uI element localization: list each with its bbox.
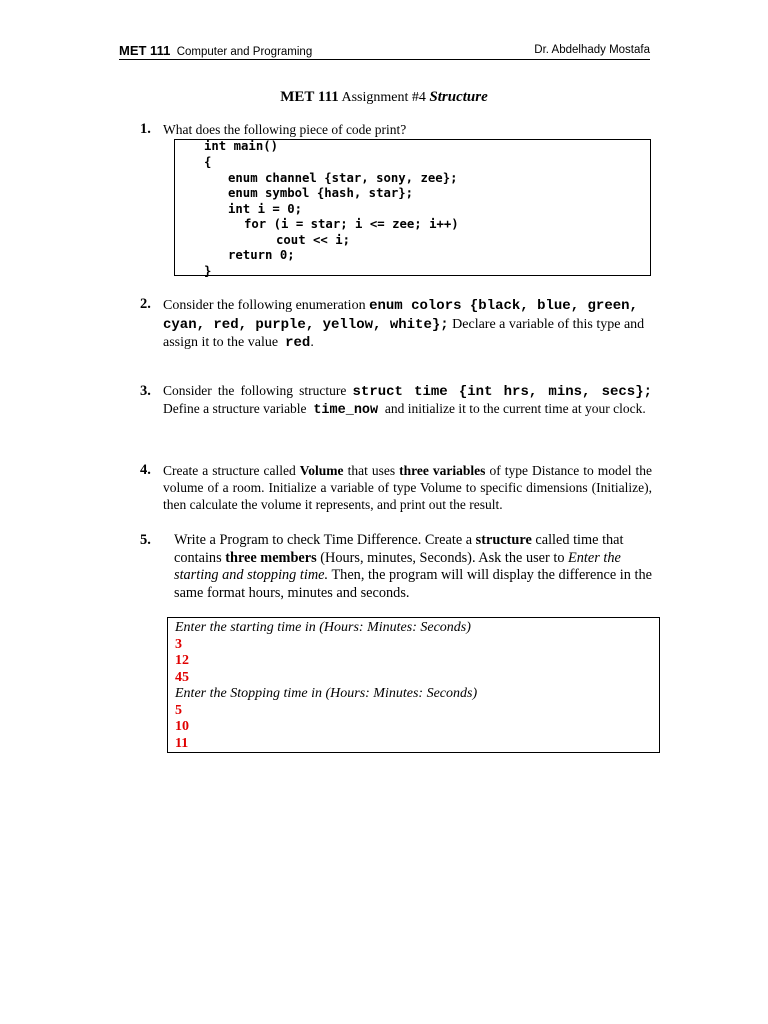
q3-var-code: time_now (313, 402, 379, 418)
stop-seconds-value: 11 (175, 735, 189, 751)
q3-number: 3. (140, 383, 151, 399)
header-instructor: Dr. Abdelhady Mostafa (534, 44, 650, 56)
code-line: for (i = star; i <= zee; i++) (244, 217, 459, 231)
code-line: int i = 0; (228, 202, 303, 216)
q3-struct-code: struct time {int hrs, mins, secs}; (352, 384, 652, 400)
q4-number: 4. (140, 462, 151, 478)
code-line: enum channel {star, sony, zee}; (228, 171, 458, 185)
title-text: Assignment #4 (341, 90, 426, 105)
q5-number: 5. (140, 532, 151, 548)
start-hours-value: 3 (175, 636, 182, 652)
stop-time-prompt: Enter the Stopping time in (Hours: Minutes: Seconds) (175, 686, 478, 701)
sample-output-box (167, 617, 660, 753)
q1-text: What does the following piece of code print? (163, 122, 407, 137)
q2-text: Consider the following enumeration enum colors {black, blue, green, cyan, red, purple, yellow, white}; Declare a variable of this type and assign it to the value red. (163, 298, 645, 351)
code-line: { (204, 155, 212, 169)
q2-enum-code: enum colors {black, blue, green, cyan, red, purple, yellow, white}; (163, 298, 638, 333)
code-line: int main() (204, 139, 279, 153)
start-minutes-value: 12 (175, 653, 189, 668)
stop-hours-value: 5 (175, 702, 182, 718)
q5-text: Write a Program to check Time Difference. Create a structure called time that contains three members (Hours, minutes, Seconds). Ask the user to Enter the starting and stopping time. Then, the program will will display the difference in the same format hours, minutes and seconds. (174, 532, 652, 601)
stop-minutes-value: 10 (175, 719, 189, 734)
start-seconds-value: 45 (175, 669, 189, 685)
header-course-name: Computer and Programing (176, 46, 313, 58)
code-line: cout << i; (276, 233, 351, 247)
assignment-title (0, 89, 768, 106)
page-header (119, 42, 650, 60)
start-time-prompt: Enter the starting time in (Hours: Minutes: Seconds) (175, 620, 471, 635)
q1-code-box (174, 139, 651, 276)
title-code: MET 111 (280, 89, 339, 105)
code-line: return 0; (228, 248, 295, 262)
header-course-code: MET 111 (119, 43, 171, 58)
q3-text: Consider the following structure struct time {int hrs, mins, secs}; Define a structure variable time_now and initialize it to the current time at your clock. (163, 383, 652, 418)
code-line: } (204, 264, 212, 278)
code-line: enum symbol {hash, star}; (228, 186, 414, 200)
q2-value-code: red (285, 335, 311, 351)
q1-number: 1. (140, 121, 151, 137)
q2-number: 2. (140, 296, 151, 312)
title-topic: Structure (429, 89, 488, 105)
q4-text: Create a structure called Volume that uses three variables of type Distance to model the volume of a room. Initialize a variable of type Volume to specific dimensions (Initialize), then calculate the volume it represents, and print out the result. (163, 463, 653, 512)
header-course (119, 43, 312, 58)
